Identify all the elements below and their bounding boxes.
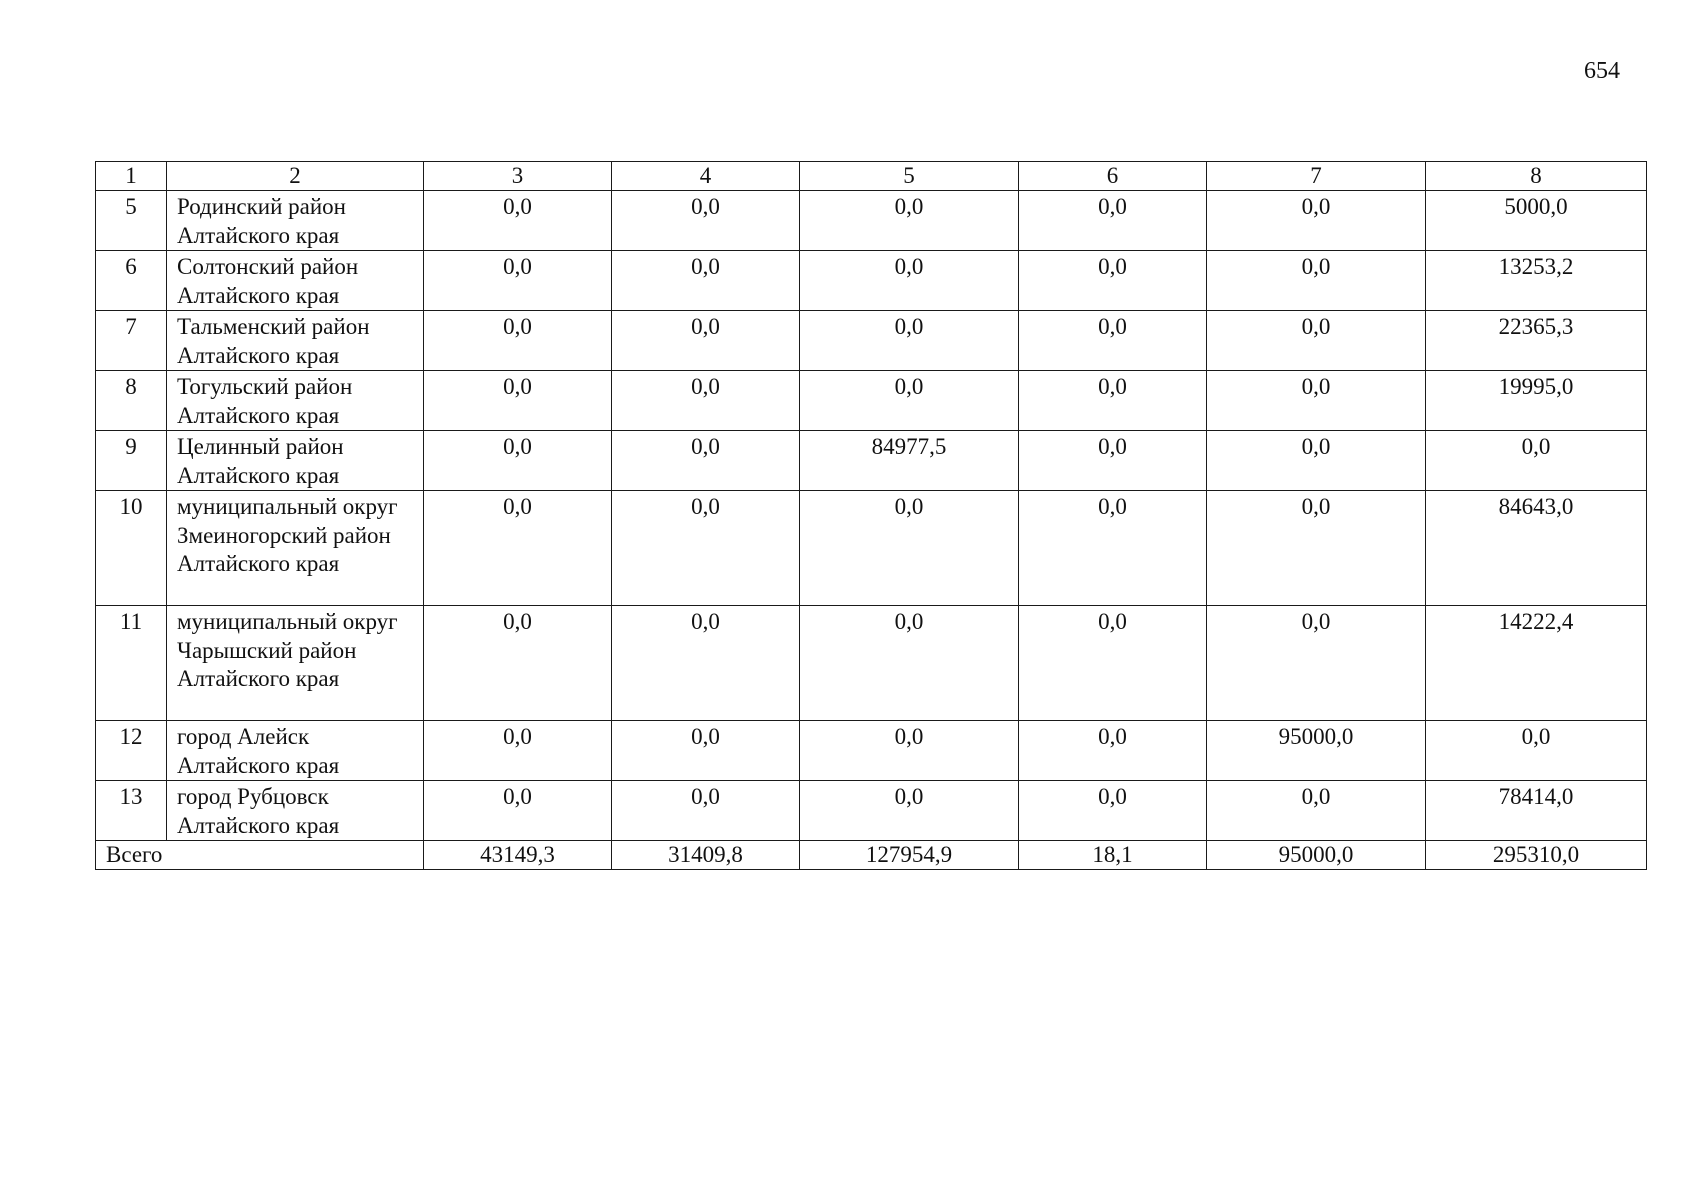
value-col-6: 0,0 (1019, 431, 1207, 491)
table-row (96, 371, 1647, 431)
value-col-3: 0,0 (424, 721, 612, 781)
district-name: муниципальный округ Чарышский район Алтайского края (167, 606, 424, 721)
table-row (96, 311, 1647, 371)
value-col-8: 84643,0 (1426, 491, 1647, 606)
column-header: 4 (612, 162, 800, 191)
district-name: Солтонский район Алтайского края (167, 251, 424, 311)
column-header: 6 (1019, 162, 1207, 191)
table-row (96, 491, 1647, 606)
value-col-4: 0,0 (612, 781, 800, 841)
table-row (96, 781, 1647, 841)
value-col-7: 0,0 (1207, 251, 1426, 311)
value-col-7: 0,0 (1207, 311, 1426, 371)
value-col-6: 0,0 (1019, 311, 1207, 371)
total-col-7: 95000,0 (1207, 841, 1426, 870)
value-col-4: 0,0 (612, 606, 800, 721)
table-row (96, 606, 1647, 721)
row-number: 9 (96, 431, 167, 491)
row-number: 12 (96, 721, 167, 781)
value-col-7: 95000,0 (1207, 721, 1426, 781)
value-col-6: 0,0 (1019, 491, 1207, 606)
page-number: 654 (1584, 58, 1620, 84)
value-col-5: 0,0 (800, 606, 1019, 721)
row-number: 6 (96, 251, 167, 311)
value-col-6: 0,0 (1019, 251, 1207, 311)
value-col-4: 0,0 (612, 431, 800, 491)
value-col-7: 0,0 (1207, 191, 1426, 251)
column-header: 8 (1426, 162, 1647, 191)
row-number: 8 (96, 371, 167, 431)
value-col-8: 0,0 (1426, 431, 1647, 491)
row-number: 10 (96, 491, 167, 606)
table-row (96, 431, 1647, 491)
value-col-4: 0,0 (612, 721, 800, 781)
table-header-row (96, 162, 1647, 191)
value-col-7: 0,0 (1207, 606, 1426, 721)
value-col-7: 0,0 (1207, 781, 1426, 841)
value-col-5: 0,0 (800, 311, 1019, 371)
total-col-5: 127954,9 (800, 841, 1019, 870)
data-table (95, 161, 1647, 870)
district-name: муниципальный округ Змеиногорский район Алтайского края (167, 491, 424, 606)
total-label: Всего (96, 841, 424, 870)
district-name: Целинный район Алтайского края (167, 431, 424, 491)
value-col-3: 0,0 (424, 251, 612, 311)
column-header: 2 (167, 162, 424, 191)
column-header: 7 (1207, 162, 1426, 191)
value-col-5: 0,0 (800, 371, 1019, 431)
total-col-6: 18,1 (1019, 841, 1207, 870)
value-col-5: 84977,5 (800, 431, 1019, 491)
value-col-5: 0,0 (800, 191, 1019, 251)
row-number: 11 (96, 606, 167, 721)
value-col-7: 0,0 (1207, 371, 1426, 431)
total-col-4: 31409,8 (612, 841, 800, 870)
value-col-3: 0,0 (424, 311, 612, 371)
district-name: Родинский район Алтайского края (167, 191, 424, 251)
value-col-4: 0,0 (612, 371, 800, 431)
column-header: 3 (424, 162, 612, 191)
district-name: Тогульский район Алтайского края (167, 371, 424, 431)
table-row (96, 251, 1647, 311)
district-name: город Рубцовск Алтайского края (167, 781, 424, 841)
row-number: 7 (96, 311, 167, 371)
value-col-5: 0,0 (800, 781, 1019, 841)
value-col-8: 22365,3 (1426, 311, 1647, 371)
value-col-7: 0,0 (1207, 491, 1426, 606)
column-header: 1 (96, 162, 167, 191)
value-col-5: 0,0 (800, 251, 1019, 311)
district-name: город Алейск Алтайского края (167, 721, 424, 781)
value-col-6: 0,0 (1019, 191, 1207, 251)
value-col-3: 0,0 (424, 491, 612, 606)
value-col-8: 78414,0 (1426, 781, 1647, 841)
value-col-8: 5000,0 (1426, 191, 1647, 251)
value-col-3: 0,0 (424, 431, 612, 491)
value-col-6: 0,0 (1019, 371, 1207, 431)
total-col-3: 43149,3 (424, 841, 612, 870)
table-row (96, 191, 1647, 251)
value-col-6: 0,0 (1019, 781, 1207, 841)
value-col-5: 0,0 (800, 721, 1019, 781)
value-col-4: 0,0 (612, 311, 800, 371)
value-col-3: 0,0 (424, 191, 612, 251)
value-col-6: 0,0 (1019, 606, 1207, 721)
total-col-8: 295310,0 (1426, 841, 1647, 870)
total-row (96, 841, 1647, 870)
row-number: 13 (96, 781, 167, 841)
value-col-8: 13253,2 (1426, 251, 1647, 311)
value-col-3: 0,0 (424, 371, 612, 431)
value-col-8: 14222,4 (1426, 606, 1647, 721)
row-number: 5 (96, 191, 167, 251)
table-row (96, 721, 1647, 781)
value-col-3: 0,0 (424, 606, 612, 721)
value-col-5: 0,0 (800, 491, 1019, 606)
value-col-4: 0,0 (612, 251, 800, 311)
value-col-3: 0,0 (424, 781, 612, 841)
district-name: Тальменский район Алтайского края (167, 311, 424, 371)
value-col-8: 19995,0 (1426, 371, 1647, 431)
value-col-4: 0,0 (612, 191, 800, 251)
value-col-8: 0,0 (1426, 721, 1647, 781)
value-col-6: 0,0 (1019, 721, 1207, 781)
value-col-7: 0,0 (1207, 431, 1426, 491)
column-header: 5 (800, 162, 1019, 191)
value-col-4: 0,0 (612, 491, 800, 606)
